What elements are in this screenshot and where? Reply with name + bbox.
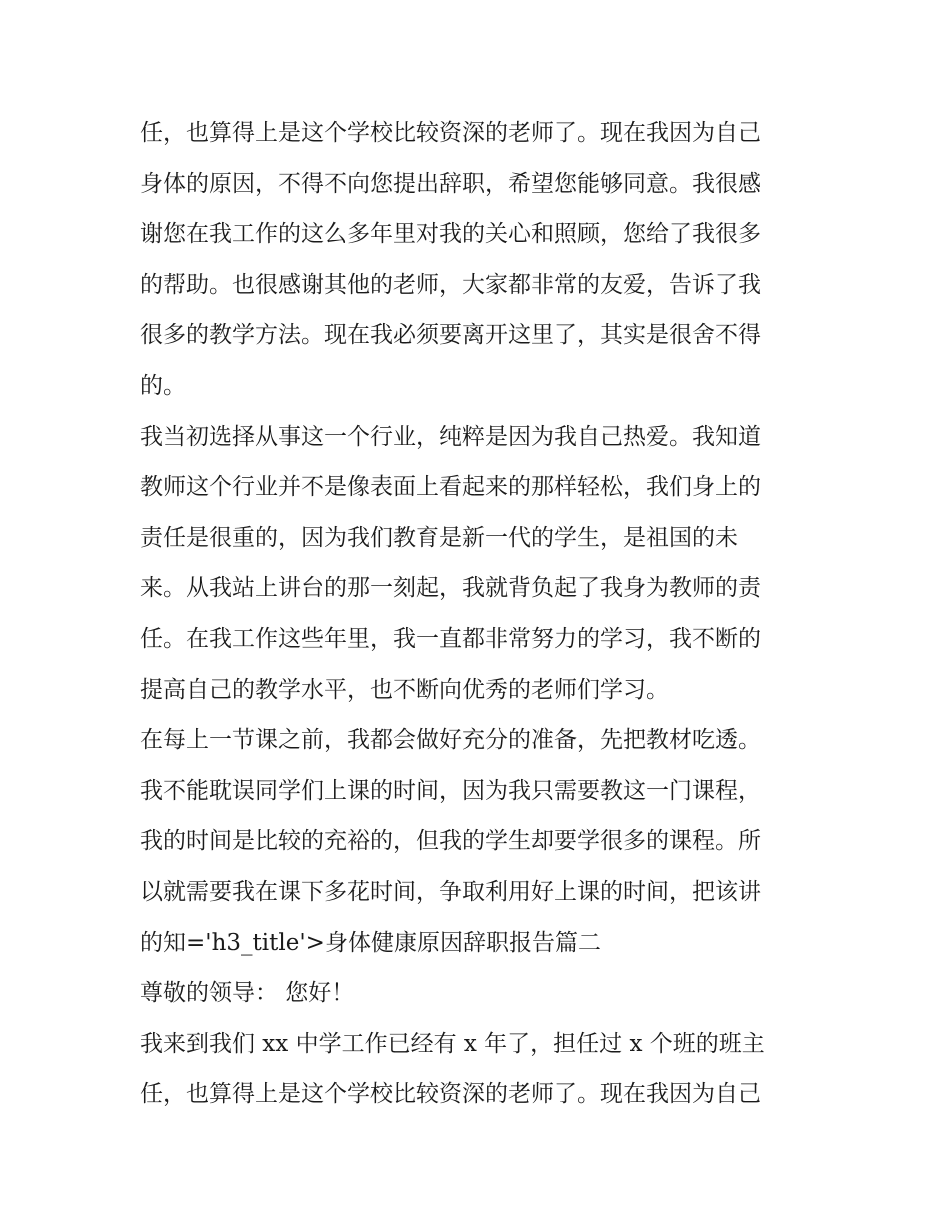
text-line: 教师这个行业并不是像表面上看起来的那样轻松，我们身上的 (140, 474, 761, 501)
text-line: 提高自己的教学水平，也不断向优秀的老师们学习。 (140, 676, 669, 703)
salutation-line: 尊敬的领导： 您好！ (140, 980, 355, 1007)
text-line: 来。从我站上讲台的那一刻起，我就背负起了我身为教师的责 (140, 575, 761, 602)
section-title-line: 的知='h3_title'>身体健康原因辞职报告篇二 (140, 929, 601, 956)
text-line: 任，也算得上是这个学校比较资深的老师了。现在我因为自己 (140, 1081, 761, 1108)
document-body (140, 108, 820, 1120)
text-line: 任。在我工作这些年里，我一直都非常努力的学习，我不断的 (140, 625, 761, 652)
text-line: 我的时间是比较的充裕的，但我的学生却要学很多的课程。所 (140, 828, 761, 855)
text-line: 责任是很重的，因为我们教育是新一代的学生，是祖国的未 (140, 524, 738, 551)
text-line: 我来到我们 xx 中学工作已经有 x 年了，担任过 x 个班的班主 (140, 1030, 765, 1057)
text-line: 谢您在我工作的这么多年里对我的关心和照顾，您给了我很多 (140, 221, 761, 248)
text-line: 的帮助。也很感谢其他的老师，大家都非常的友爱，告诉了我 (140, 271, 761, 298)
text-line: 我不能耽误同学们上课的时间，因为我只需要教这一门课程， (140, 777, 761, 804)
text-line: 的。 (140, 372, 186, 399)
text-line: 身体的原因，不得不向您提出辞职，希望您能够同意。我很感 (140, 170, 761, 197)
text-line: 在每上一节课之前，我都会做好充分的准备，先把教材吃透。 (140, 727, 761, 754)
text-line: 我当初选择从事这一个行业，纯粹是因为我自己热爱。我知道 (140, 423, 761, 450)
text-line: 以就需要我在课下多花时间，争取利用好上课的时间，把该讲 (140, 878, 761, 905)
text-line: 任，也算得上是这个学校比较资深的老师了。现在我因为自己 (140, 120, 761, 146)
text-line: 很多的教学方法。现在我必须要离开这里了，其实是很舍不得 (140, 322, 761, 349)
